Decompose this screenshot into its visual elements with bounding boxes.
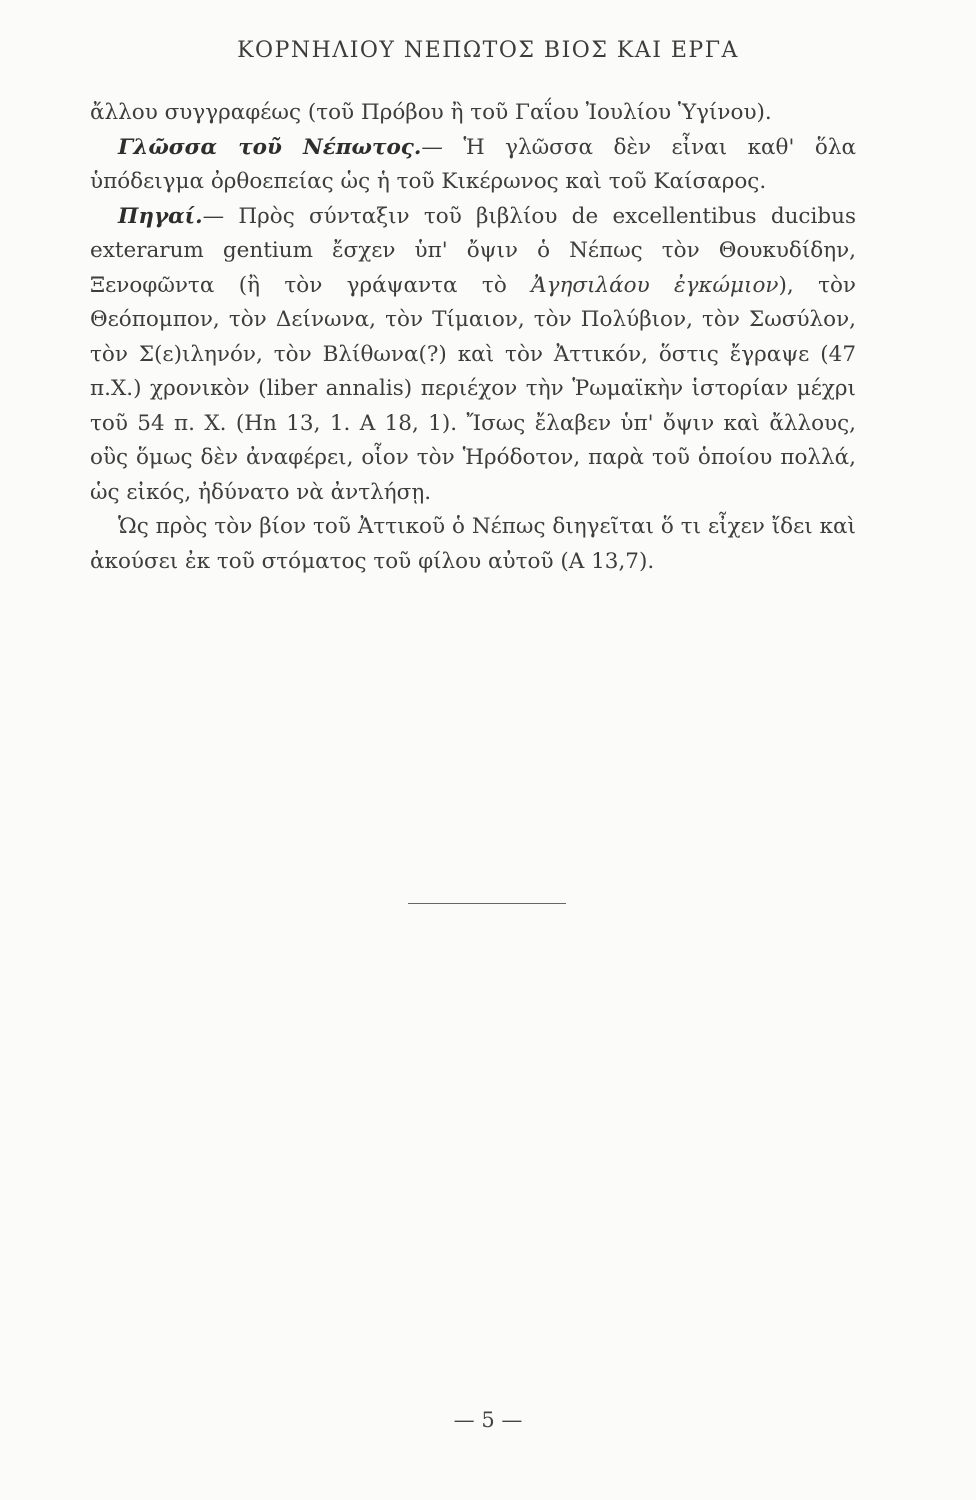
- page-number: — 5 —: [453, 1408, 523, 1432]
- paragraph-continuation: ἄλλου συγγραφέως (τοῦ Πρόβου ἢ τοῦ Γαΐου Ἰουλίου Ὑγίνου).: [90, 100, 772, 125]
- paragraph-atticus: Ὡς πρὸς τὸν βίον τοῦ Ἀττικοῦ ὁ Νέπως διηγεῖται ὅ τι εἶχεν ἴδει καὶ ἀκούσει ἐκ τοῦ στόματος τοῦ φίλου αὐτοῦ (A 13,7).: [90, 514, 856, 574]
- section-divider: [408, 903, 566, 904]
- paragraph-sources-italic: Ἀγησιλάου ἐγκώμιον: [531, 272, 779, 298]
- paragraph-sources-text-b: ), τὸν Θεόπομπον, τὸν Δείνωνα, τὸν Τίμαιον, τὸν Πολύβιον, τὸν Σωσύλον, τὸν Σ(ε)ιληνόν, τὸν Βλίθωνα(?) καὶ τὸν Ἀττικόν, ὅστις ἔγραψε (47 π.Χ.) χρονικὸν (liber annalis) περιέχον τὴν Ῥωμαϊκὴν ἱστορίαν μέχρι τοῦ 54 π. Χ. (Hn 13, 1. A 18, 1). Ἴσως ἔλαβεν ὑπ' ὄψιν καὶ ἄλλους, οὓς ὅμως δὲν ἀναφέρει, οἷον τὸν Ἡρόδοτον, παρὰ τοῦ ὁποίου πολλά, ὡς εἰκός, ἠδύνατο νὰ ἀντλήσῃ.: [90, 272, 856, 505]
- paragraph-language-text: — Ἡ γλῶσσα δὲν εἶναι καθ' ὅλα ὑπόδειγμα ὀρθοεπείας ὡς ἡ τοῦ Κικέρωνος καὶ τοῦ Καίσαρος.: [90, 134, 856, 194]
- paragraph-language: [90, 131, 856, 200]
- paragraph-sources-text-a: — Πρὸς σύνταξιν τοῦ βιβλίου de excellentibus ducibus exterarum gentium ἔσχεν ὑπ' ὄψιν ὁ Νέπως τὸν Θουκυδίδην, Ξενοφῶντα (ἢ τὸν γράψαντα τὸ: [90, 203, 856, 298]
- section-heading-language: Γλῶσσα τοῦ Νέπωτος.: [118, 134, 422, 160]
- body-text: [90, 96, 856, 579]
- running-header: ΚΟΡΝΗΛΙΟΥ ΝΕΠΩΤΟΣ ΒΙΟΣ ΚΑΙ ΕΡΓΑ: [237, 38, 739, 63]
- section-heading-sources: Πηγαί.: [118, 203, 203, 229]
- paragraph-sources: [90, 200, 856, 511]
